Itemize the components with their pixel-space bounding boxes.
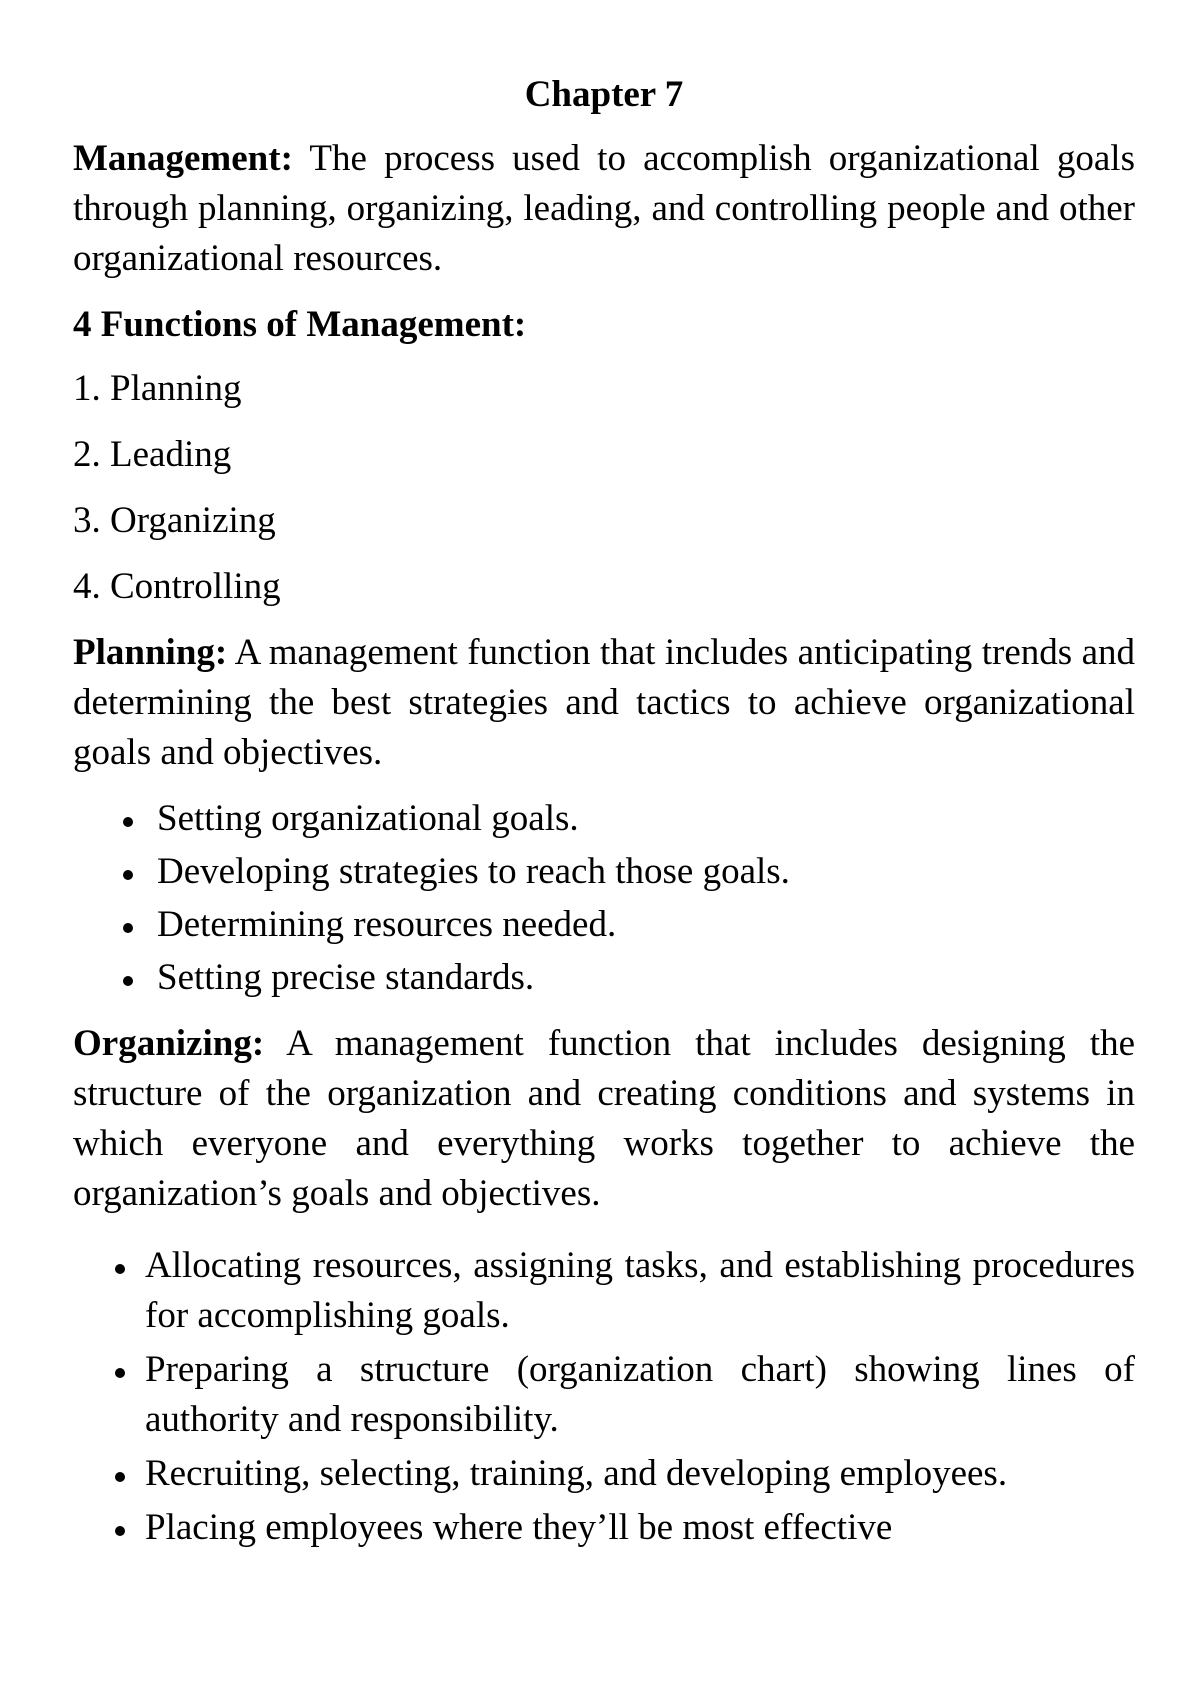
bullet-icon [115, 1472, 125, 1482]
function-item-controlling: 4. Controlling [73, 566, 281, 607]
functions-heading: 4 Functions of Management: [73, 304, 527, 345]
list-item-text: Preparing a structure (organization chart) showing lines of authority and responsibility. [145, 1349, 1135, 1440]
organizing-definition: A management function that includes designing the structure of the organization and creating conditions and systems in which everyone and everything works together to achieve the organization’s goals and objectives. [73, 1023, 1135, 1214]
bullet-icon [115, 1526, 125, 1536]
function-item-organizing: 3. Organizing [73, 500, 276, 541]
management-definition: The process used to accomplish organizational goals through planning, organizing, leading, and controlling people and other organizational resources. [73, 138, 1135, 279]
list-item [73, 1503, 1135, 1553]
planning-paragraph [73, 628, 1135, 778]
list-item-text: Setting organizational goals. [157, 798, 579, 839]
bullet-icon [123, 870, 133, 880]
planning-bullet-list [73, 794, 1135, 1003]
list-item-text: Recruiting, selecting, training, and developing employees. [145, 1453, 1008, 1494]
bullet-icon [123, 976, 133, 986]
planning-term: Planning: [73, 632, 228, 673]
function-item-leading: 2. Leading [73, 434, 232, 475]
list-item [73, 953, 1135, 1003]
list-item [73, 900, 1135, 950]
list-item-text: Setting precise standards. [157, 957, 535, 998]
organizing-bullet-list [73, 1241, 1135, 1553]
chapter-title: Chapter 7 [524, 74, 684, 115]
planning-definition: A management function that includes anticipating trends and determining the best strategies and tactics to achieve organizational goals and objectives. [73, 632, 1135, 773]
list-item [73, 847, 1135, 897]
list-item-text: Determining resources needed. [157, 904, 617, 945]
function-item-planning: 1. Planning [73, 368, 242, 409]
list-item [73, 1241, 1135, 1341]
management-paragraph [73, 134, 1135, 284]
bullet-icon [115, 1368, 125, 1378]
list-item [73, 794, 1135, 844]
list-item-text: Allocating resources, assigning tasks, and establishing procedures for accomplishing goals. [145, 1245, 1135, 1336]
bullet-icon [123, 817, 133, 827]
organizing-paragraph [73, 1019, 1135, 1219]
list-item-text: Developing strategies to reach those goals. [157, 851, 790, 892]
list-item-text: Placing employees where they’ll be most effective [145, 1507, 893, 1548]
list-item [73, 1449, 1135, 1499]
document-page [73, 70, 1135, 1569]
bullet-icon [123, 923, 133, 933]
management-term: Management: [73, 138, 293, 179]
list-item [73, 1345, 1135, 1445]
bullet-icon [115, 1264, 125, 1274]
organizing-term: Organizing: [73, 1023, 265, 1064]
